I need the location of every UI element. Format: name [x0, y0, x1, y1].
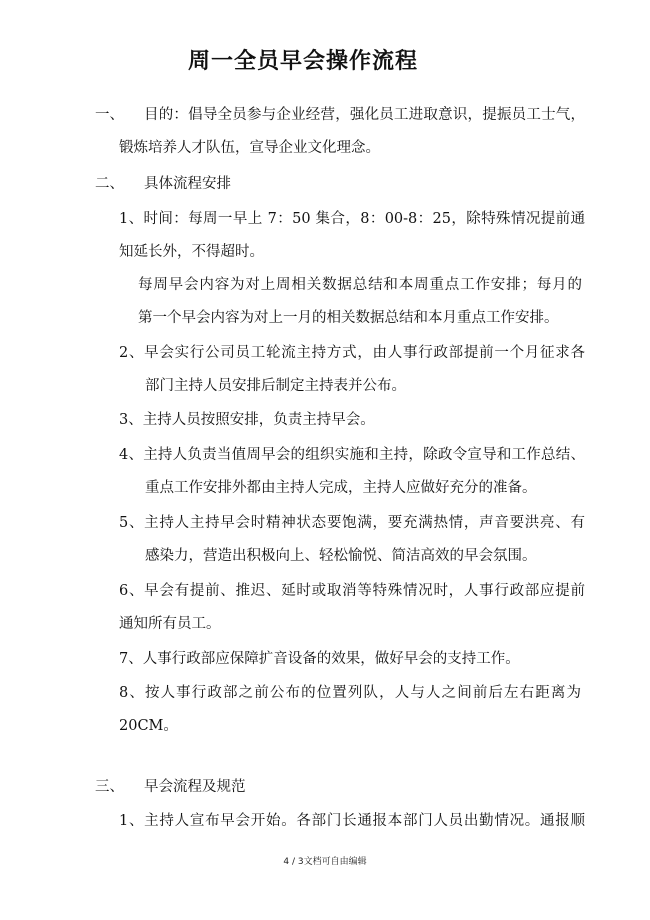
page-footer: 4 / 3文档可自由编辑 — [283, 857, 367, 867]
item-6-line-2: 通知所有员工。 — [119, 616, 221, 632]
item-2-line-2: 部门主持人员安排后制定主持表并公布。 — [145, 378, 406, 394]
item-8-line-1: 8、按人事行政部之前公布的位置列队，人与人之间前后左右距离为 — [119, 685, 581, 701]
note-line-2: 第一个早会内容为对上一月的相关数据总结和本月重点工作安排。 — [138, 310, 559, 326]
section-3-item-1-line-1: 1、主持人宣布早会开始。各部门长通报本部门人员出勤情况。通报顺 — [119, 813, 585, 829]
section-3-heading: 早会流程及规范 — [144, 779, 246, 795]
item-1-line-2: 知延长外，不得超时。 — [119, 244, 264, 260]
note-line-1: 每周早会内容为对上周相关数据总结和本周重点工作安排；每月的 — [138, 277, 582, 293]
item-5-line-1: 5、主持人主持早会时精神状态要饱满，要充满热情，声音要洪亮、有 — [119, 515, 585, 531]
page-title: 周一全员早会操作流程 — [187, 49, 418, 74]
section-3-marker: 三、 — [95, 779, 124, 795]
item-8-line-2: 20CM。 — [119, 718, 178, 734]
section-2-heading: 具体流程安排 — [144, 176, 231, 192]
section-2-marker: 二、 — [95, 176, 124, 192]
item-5-line-2: 感染力，营造出积极向上、轻松愉悦、简洁高效的早会氛围。 — [145, 548, 537, 564]
item-6-line-1: 6、早会有提前、推迟、延时或取消等特殊情况时，人事行政部应提前 — [119, 583, 585, 599]
section-1-line-2: 锻炼培养人才队伍，宣导企业文化理念。 — [119, 140, 380, 156]
section-1-line-1: 目的：倡导全员参与企业经营，强化员工进取意识，提振员工士气， — [144, 107, 585, 123]
item-4-line-2: 重点工作安排外都由主持人完成，主持人应做好充分的准备。 — [145, 480, 537, 496]
item-1-line-1: 1、时间：每周一早上 7：50 集合，8：00-8：25，除特殊情况提前通 — [119, 211, 585, 227]
section-1-marker: 一、 — [95, 107, 124, 123]
item-7-line-1: 7、人事行政部应保障扩音设备的效果，做好早会的支持工作。 — [119, 651, 520, 667]
item-4-line-1: 4、主持人负责当值周早会的组织实施和主持，除政令宣导和工作总结、 — [119, 447, 585, 463]
item-2-line-1: 2、早会实行公司员工轮流主持方式，由人事行政部提前一个月征求各 — [119, 345, 585, 361]
item-3-line-1: 3、主持人员按照安排，负责主持早会。 — [119, 412, 375, 428]
